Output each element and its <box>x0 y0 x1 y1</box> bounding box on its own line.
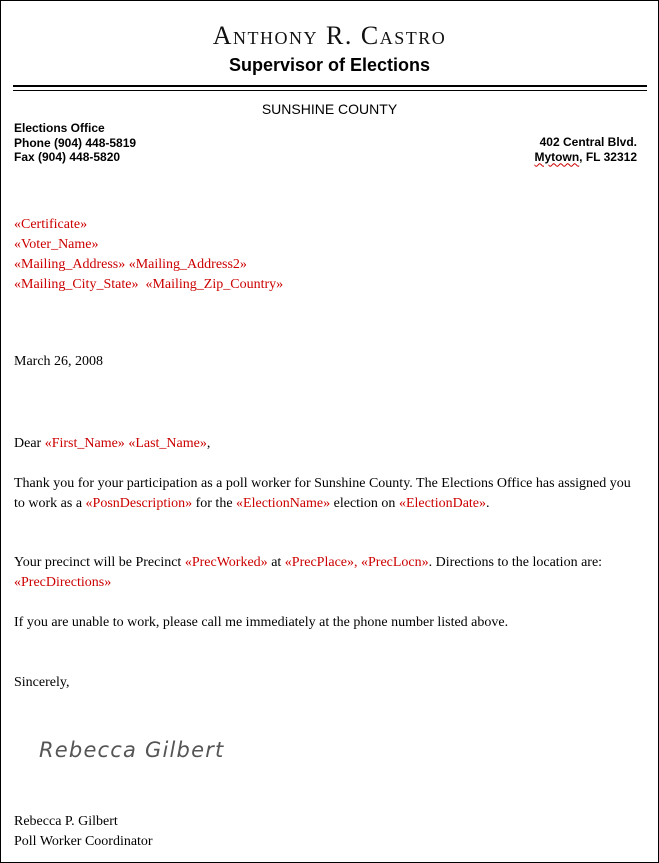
office-phone: Phone (904) 448-5819 <box>14 135 137 150</box>
office-city: Mytown, FL 32312 <box>534 149 637 164</box>
merge-field-mailing-zip-country: «Mailing_Zip_Country» <box>145 277 284 292</box>
signer-block <box>14 812 153 852</box>
merge-field-election-date: «ElectionDate» <box>398 496 487 511</box>
merge-field-mailing-city-state: «Mailing_City_State» <box>14 277 139 292</box>
office-contact-block <box>14 121 136 165</box>
recipient-address-block <box>14 215 283 295</box>
merge-field-prec-place: «PrecPlace» <box>284 555 354 570</box>
letterhead-title: Supervisor of Elections <box>228 55 431 75</box>
merge-field-prec-locn: «PrecLocn» <box>361 555 429 570</box>
paragraph-participation: Thank you for your participation as a poll worker for Sunshine County. The Elections Office has assigned you to work as a «PosnDescription» for the «ElectionName» election on «ElectionDate». <box>14 476 631 511</box>
merge-field-voter-name: «Voter_Name» <box>14 237 99 252</box>
salutation: Dear «First_Name» «Last_Name», <box>14 436 211 451</box>
office-name: Elections Office <box>14 121 105 135</box>
letter-date: March 26, 2008 <box>14 354 104 369</box>
letterhead-rule-thick <box>13 85 647 87</box>
letterhead-county: SUNSHINE COUNTY <box>261 101 398 117</box>
letterhead-rule-thin <box>13 90 647 91</box>
merge-field-prec-worked: «PrecWorked» <box>184 555 268 570</box>
merge-field-last-name: «Last_Name» <box>128 436 207 451</box>
merge-field-mailing-address2: «Mailing_Address2» <box>128 257 247 272</box>
merge-field-prec-directions: «PrecDirections» <box>14 575 112 590</box>
signer-role: Poll Worker Coordinator <box>14 834 153 849</box>
letterhead-name: Anthony R. Castro <box>212 21 447 50</box>
spellcheck-city-word: Mytown <box>534 149 580 164</box>
merge-field-election-name: «ElectionName» <box>236 496 331 511</box>
signature-text: Rebecca Gilbert <box>39 738 225 762</box>
paragraph-unable: If you are unable to work, please call me immediately at the phone number listed above. <box>14 615 509 630</box>
signer-name: Rebecca P. Gilbert <box>14 814 118 829</box>
closing: Sincerely, <box>14 675 70 690</box>
merge-field-certificate: «Certificate» <box>14 217 88 232</box>
office-fax: Fax (904) 448-5820 <box>14 150 121 164</box>
handwritten-signature <box>39 733 259 769</box>
merge-field-mailing-address: «Mailing_Address» <box>14 257 126 272</box>
merge-field-first-name: «First_Name» <box>44 436 125 451</box>
office-street: 402 Central Blvd. <box>539 135 637 149</box>
paragraph-precinct: Your precinct will be Precinct «PrecWorked» at «PrecPlace», «PrecLocn». Directions to the location are: «PrecDirections» <box>14 555 603 590</box>
merge-field-posn-description: «PosnDescription» <box>85 496 193 511</box>
office-address-block <box>535 135 638 164</box>
